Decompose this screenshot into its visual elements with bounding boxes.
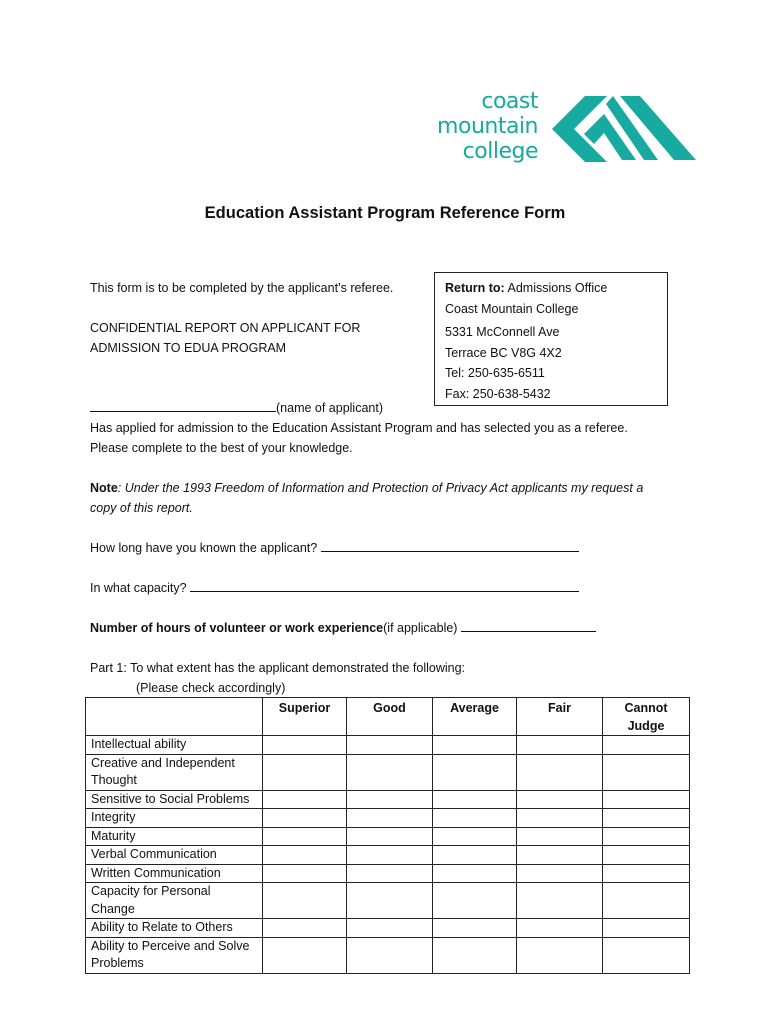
header-average: Average xyxy=(433,698,517,736)
trait-label: Creative and Independent Thought xyxy=(86,754,263,790)
header-fair: Fair xyxy=(517,698,603,736)
rating-cell-average[interactable] xyxy=(433,883,517,919)
rating-cell-superior[interactable] xyxy=(263,937,347,973)
rating-cell-fair[interactable] xyxy=(517,736,603,755)
intro-text: This form is to be completed by the applicant’s referee. xyxy=(90,281,394,295)
rating-cell-fair[interactable] xyxy=(517,937,603,973)
applicant-name-label: (name of applicant) xyxy=(276,401,384,415)
rating-cell-superior[interactable] xyxy=(263,846,347,865)
trait-label: Verbal Communication xyxy=(86,846,263,865)
return-line-college: Coast Mountain College xyxy=(445,301,579,316)
return-office: Admissions Office xyxy=(504,281,608,295)
applicant-text-1: Has applied for admission to the Education Assistant Program and has selected you as a referee. xyxy=(90,421,628,435)
rating-cell-superior[interactable] xyxy=(263,790,347,809)
rating-cell-good[interactable] xyxy=(347,919,433,938)
capacity-question-label: In what capacity? xyxy=(90,581,191,595)
table-row xyxy=(86,937,690,973)
rating-cell-average[interactable] xyxy=(433,790,517,809)
logo-line-college: college xyxy=(462,139,538,164)
rating-cell-good[interactable] xyxy=(347,736,433,755)
page-title: Education Assistant Program Reference Form xyxy=(204,204,566,222)
rating-cell-fair[interactable] xyxy=(517,919,603,938)
table-row xyxy=(86,864,690,883)
trait-label: Intellectual ability xyxy=(86,736,263,755)
rating-cell-fair[interactable] xyxy=(517,883,603,919)
note-line-1 xyxy=(90,478,643,498)
rating-cell-cannot-judge[interactable] xyxy=(603,809,690,828)
applicant-name-row xyxy=(90,398,383,418)
trait-label: Written Communication xyxy=(86,864,263,883)
rating-cell-average[interactable] xyxy=(433,754,517,790)
trait-label: Capacity for Personal Change xyxy=(86,883,263,919)
trait-label: Maturity xyxy=(86,827,263,846)
rating-cell-superior[interactable] xyxy=(263,883,347,919)
return-address-box xyxy=(434,272,668,406)
rating-cell-superior[interactable] xyxy=(263,864,347,883)
part1-heading: Part 1: To what extent has the applicant demonstrated the following: xyxy=(90,661,465,675)
rating-cell-cannot-judge[interactable] xyxy=(603,846,690,865)
logo-line-mountain: mountain xyxy=(437,114,538,139)
table-row xyxy=(86,919,690,938)
rating-cell-good[interactable] xyxy=(347,754,433,790)
part1-instruction: (Please check accordingly) xyxy=(136,681,286,695)
rating-table xyxy=(85,697,690,974)
rating-cell-cannot-judge[interactable] xyxy=(603,883,690,919)
return-line-tel: Tel: 250-635-6511 xyxy=(445,366,545,380)
return-line-city: Terrace BC V8G 4X2 xyxy=(445,345,562,360)
capacity-question-row xyxy=(90,578,579,598)
header-good: Good xyxy=(347,698,433,736)
hours-question-note: (if applicable) xyxy=(383,621,461,635)
rating-cell-superior[interactable] xyxy=(263,827,347,846)
rating-cell-average[interactable] xyxy=(433,827,517,846)
known-duration-field[interactable] xyxy=(321,539,579,552)
capacity-field[interactable] xyxy=(190,579,579,592)
confidential-line-2: ADMISSION TO EDUA PROGRAM xyxy=(90,341,287,355)
table-row xyxy=(86,736,690,755)
rating-cell-average[interactable] xyxy=(433,846,517,865)
rating-cell-average[interactable] xyxy=(433,809,517,828)
known-question-row xyxy=(90,538,579,558)
table-row xyxy=(86,754,690,790)
table-row xyxy=(86,809,690,828)
rating-cell-average[interactable] xyxy=(433,937,517,973)
trait-label: Integrity xyxy=(86,809,263,828)
rating-header-row xyxy=(86,698,690,736)
rating-cell-average[interactable] xyxy=(433,864,517,883)
confidential-line-1: CONFIDENTIAL REPORT ON APPLICANT FOR xyxy=(90,321,361,335)
rating-cell-cannot-judge[interactable] xyxy=(603,864,690,883)
table-row xyxy=(86,846,690,865)
note-label: Note xyxy=(90,481,118,495)
rating-cell-cannot-judge[interactable] xyxy=(603,937,690,973)
applicant-name-blank[interactable] xyxy=(90,399,276,412)
rating-cell-fair[interactable] xyxy=(517,846,603,865)
note-line-2: copy of this report. xyxy=(90,501,193,515)
college-logo-text xyxy=(430,89,538,164)
applicant-text-2: Please complete to the best of your knowledge. xyxy=(90,441,353,455)
hours-field[interactable] xyxy=(461,619,596,632)
rating-cell-good[interactable] xyxy=(347,864,433,883)
rating-cell-good[interactable] xyxy=(347,883,433,919)
note-text: : Under the 1993 Freedom of Information and Protection of Privacy Act applicants my request a xyxy=(117,481,644,495)
header-superior: Superior xyxy=(263,698,347,736)
hours-question-label: Number of hours of volunteer or work experience xyxy=(90,621,384,635)
coast-mountain-college-mountain-logo-icon xyxy=(552,96,696,162)
logo-line-coast: coast xyxy=(481,89,538,114)
rating-cell-fair[interactable] xyxy=(517,864,603,883)
rating-cell-superior[interactable] xyxy=(263,809,347,828)
rating-cell-good[interactable] xyxy=(347,827,433,846)
trait-label: Sensitive to Social Problems xyxy=(86,790,263,809)
rating-cell-average[interactable] xyxy=(433,736,517,755)
rating-cell-superior[interactable] xyxy=(263,754,347,790)
table-row xyxy=(86,827,690,846)
rating-cell-good[interactable] xyxy=(347,790,433,809)
table-row xyxy=(86,790,690,809)
rating-cell-average[interactable] xyxy=(433,919,517,938)
return-line-street: 5331 McConnell Ave xyxy=(445,325,560,339)
header-cannot-judge: Cannot Judge xyxy=(603,698,690,736)
rating-cell-fair[interactable] xyxy=(517,809,603,828)
trait-label: Ability to Perceive and Solve Problems xyxy=(86,937,263,973)
rating-cell-superior[interactable] xyxy=(263,736,347,755)
return-line-fax: Fax: 250-638-5432 xyxy=(445,386,551,401)
rating-cell-fair[interactable] xyxy=(517,790,603,809)
known-question-label: How long have you known the applicant? xyxy=(90,541,321,555)
table-row xyxy=(86,883,690,919)
hours-question-row xyxy=(90,618,596,638)
rating-cell-cannot-judge[interactable] xyxy=(603,919,690,938)
return-to-label: Return to: xyxy=(445,281,505,295)
rating-cell-good[interactable] xyxy=(347,937,433,973)
rating-cell-good[interactable] xyxy=(347,809,433,828)
confidential-heading xyxy=(90,318,360,358)
header-trait xyxy=(86,698,263,736)
rating-cell-cannot-judge[interactable] xyxy=(603,790,690,809)
rating-cell-good[interactable] xyxy=(347,846,433,865)
rating-cell-cannot-judge[interactable] xyxy=(603,754,690,790)
rating-cell-superior[interactable] xyxy=(263,919,347,938)
rating-cell-fair[interactable] xyxy=(517,827,603,846)
trait-label: Ability to Relate to Others xyxy=(86,919,263,938)
rating-cell-cannot-judge[interactable] xyxy=(603,827,690,846)
rating-cell-cannot-judge[interactable] xyxy=(603,736,690,755)
rating-cell-fair[interactable] xyxy=(517,754,603,790)
